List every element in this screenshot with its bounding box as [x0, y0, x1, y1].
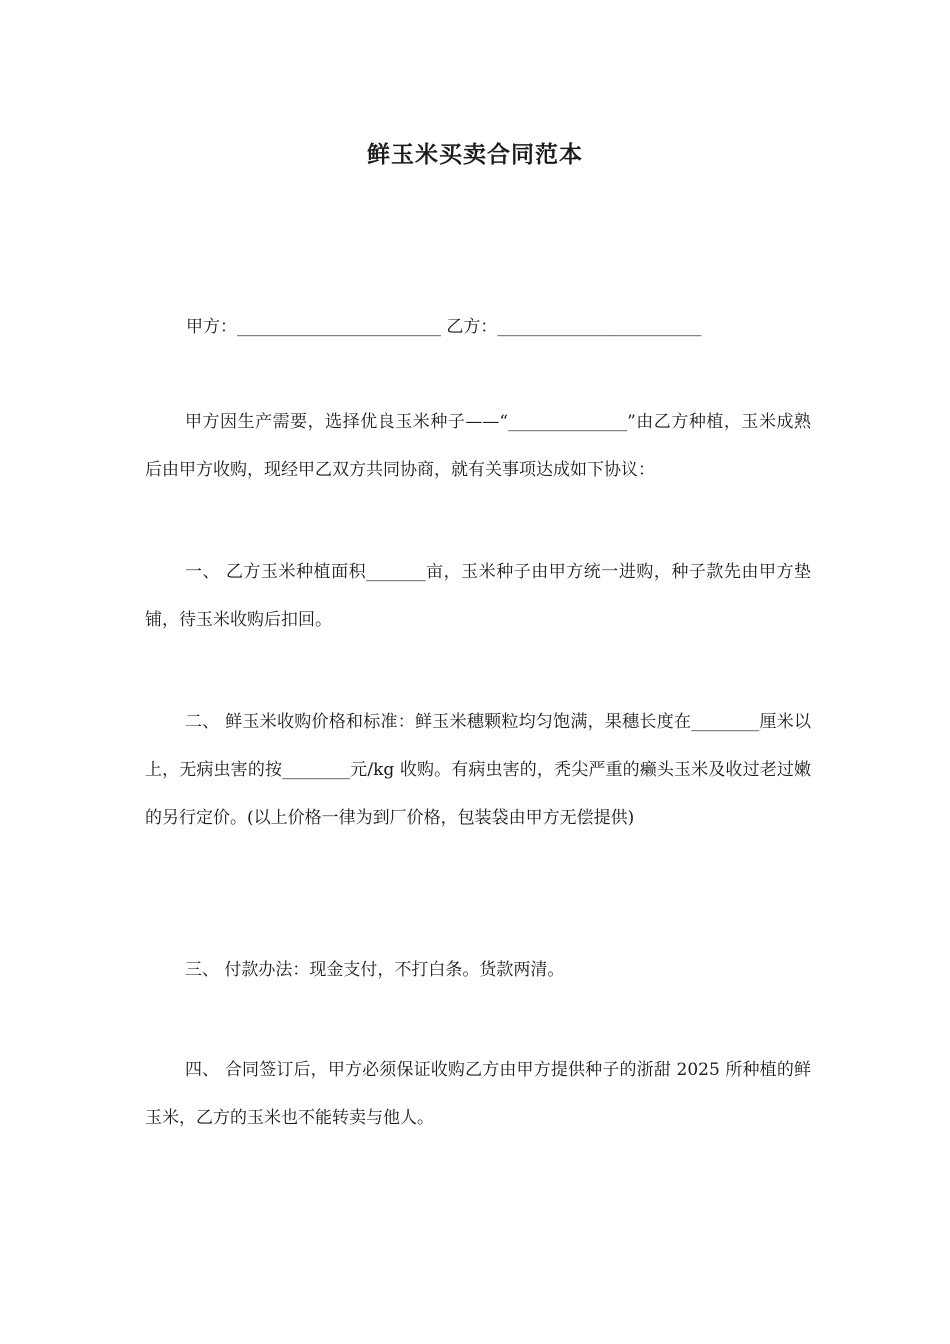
- clause-3: 三、 付款办法：现金支付，不打白条。货款两清。: [185, 960, 565, 980]
- clause-1: 一、 乙方玉米种植面积_______亩，玉米种子由甲方统一进购，种子款先由甲方垫铺，待玉米收购后扣回。: [145, 562, 811, 630]
- clause-4: 四、 合同签订后，甲方必须保证收购乙方由甲方提供种子的浙甜 2025 所种植的鲜玉米，乙方的玉米也不能转卖与他人。: [145, 1060, 811, 1128]
- parties-line: 甲方：________________________ 乙方：________________________: [186, 317, 702, 337]
- document-title: 鲜玉米买卖合同范本: [367, 142, 583, 168]
- intro-paragraph: 甲方因生产需要，选择优良玉米种子——“______________”由乙方种植，玉米成熟后由甲方收购，现经甲乙双方共同协商，就有关事项达成如下协议：: [145, 412, 811, 480]
- clause-2: 二、 鲜玉米收购价格和标准：鲜玉米穗颗粒均匀饱满，果穗长度在________厘米以上，无病虫害的按________元/kg 收购。有病虫害的，秃尖严重的癞头玉米及收过老过嫩的另行定价。(以上价格一律为到厂价格，包装袋由甲方无偿提供): [145, 712, 811, 828]
